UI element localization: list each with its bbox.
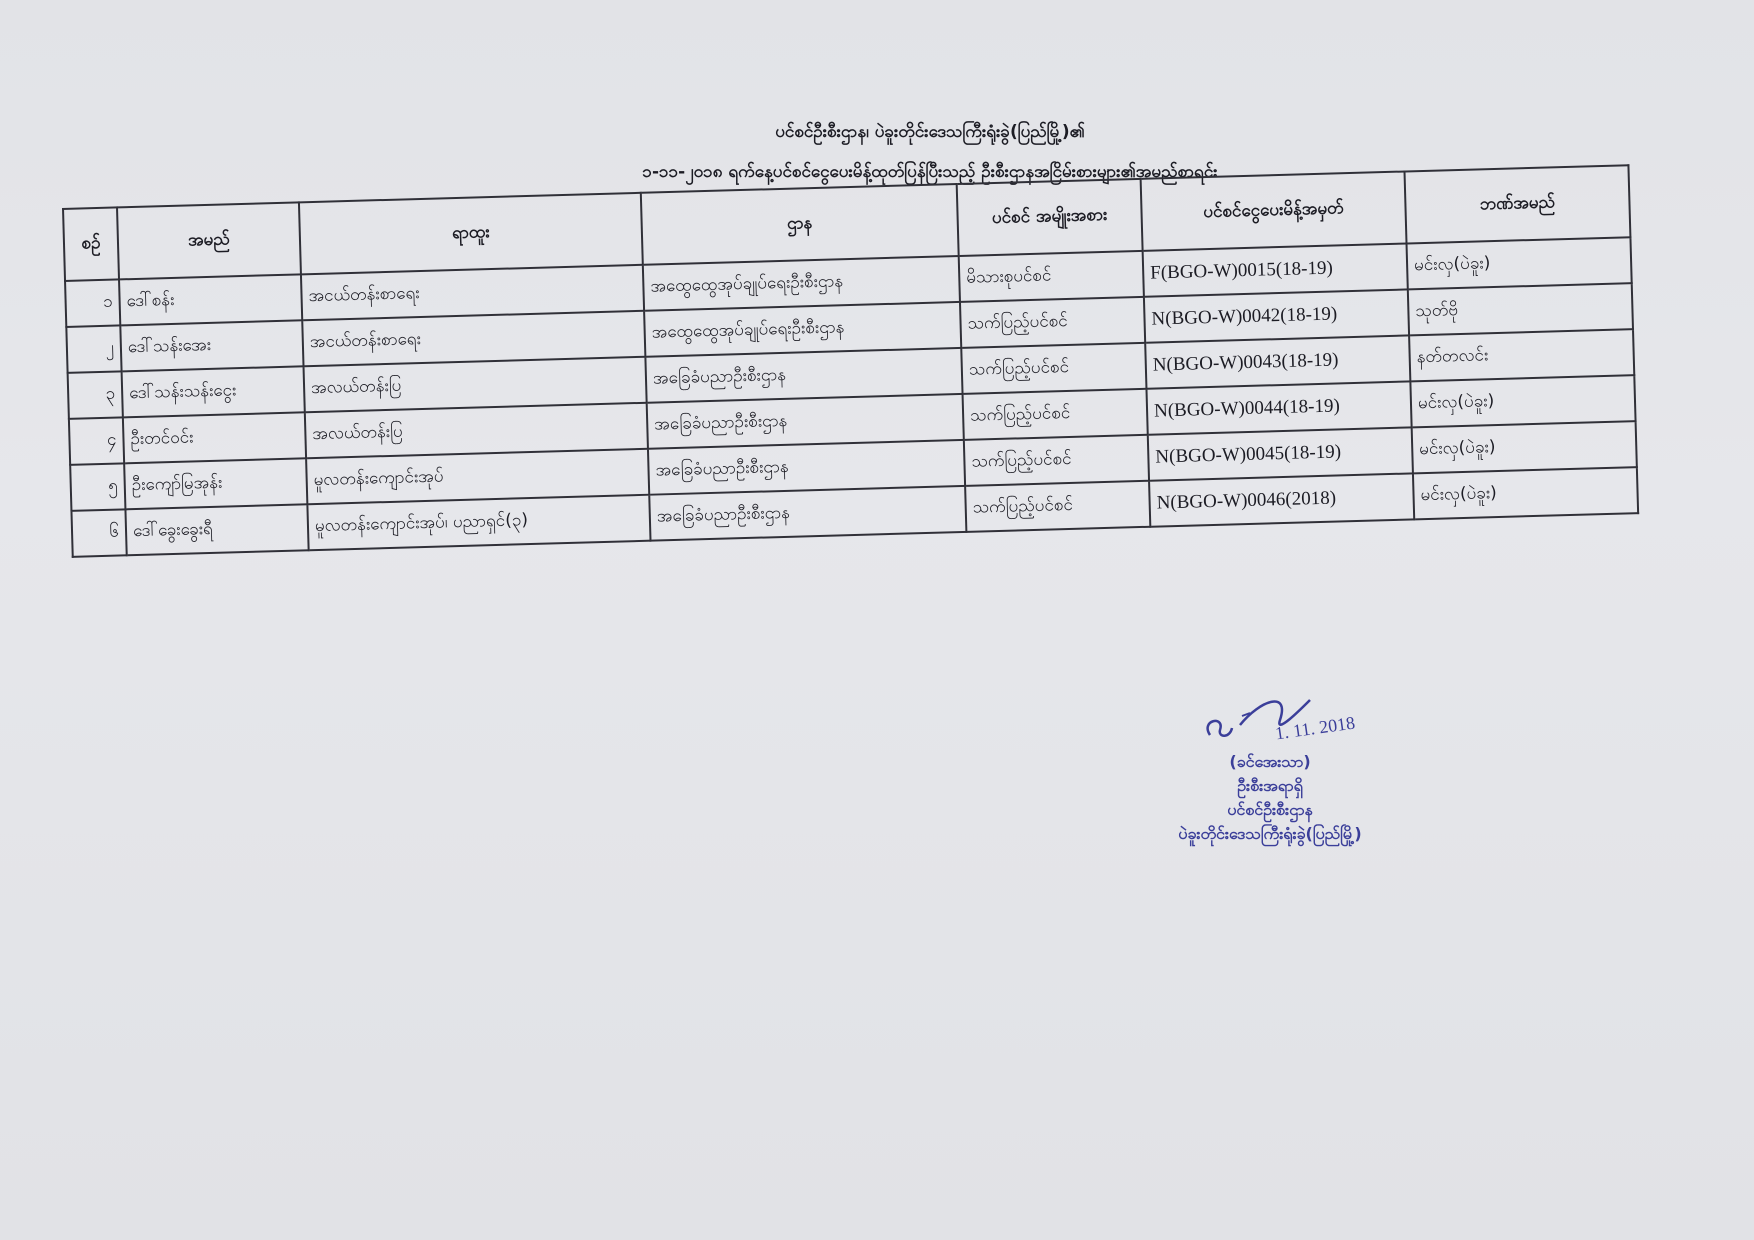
cell-code: N(BGO-W)0045(18-19) bbox=[1148, 427, 1413, 480]
signature-block bbox=[1080, 680, 1460, 846]
cell-rank: အငယ်တန်းစာရေး bbox=[302, 311, 645, 367]
cell-bank: မင်းလှ(ပဲခူး) bbox=[1410, 375, 1635, 427]
signer-dept: ပင်စင်ဦးစီးဌာန bbox=[1227, 800, 1313, 819]
heading-line-2: ၁-၁၁-၂၀၁၈ ရက်နေ့ပင်စင်ငွေပေးမိန့်ထုတ်ပြန်ပြီးသည့် ဦးစီးဌာနအငြိမ်းစားများ၏အမည်စာရင်း bbox=[642, 162, 1218, 182]
cell-no: ၂ bbox=[66, 325, 121, 372]
cell-dept: အထွေထွေအုပ်ချုပ်ရေးဦးစီးဌာန bbox=[644, 302, 961, 357]
cell-no: ၅ bbox=[70, 463, 125, 510]
cell-bank: သုတ်ဗို bbox=[1408, 283, 1633, 335]
cell-bank: မင်းလှ(ပဲခူး) bbox=[1413, 467, 1638, 519]
cell-no: ၄ bbox=[69, 417, 124, 464]
signature-date: 1. 11. 2018 bbox=[1273, 712, 1357, 744]
col-header-code: ပင်စင်ငွေပေးမိန့်အမှတ် bbox=[1141, 172, 1407, 251]
cell-no: ၁ bbox=[65, 279, 120, 326]
cell-dept: အခြေခံပညာဦးစီးဌာန bbox=[645, 348, 962, 403]
cell-name: ဒေါ်စန်း bbox=[119, 274, 302, 325]
cell-name: ဒေါ်ခွေးခွေးရီ bbox=[125, 504, 308, 555]
signature-scribble bbox=[1080, 680, 1460, 750]
cell-type: သက်ပြည့်ပင်စင် bbox=[964, 435, 1149, 486]
cell-code: N(BGO-W)0046(2018) bbox=[1149, 473, 1414, 526]
col-header-dept: ဌာန bbox=[641, 184, 959, 265]
cell-name: ဒေါ်သန်းအေး bbox=[120, 320, 303, 371]
cell-code: N(BGO-W)0044(18-19) bbox=[1146, 381, 1411, 434]
signer-name: (ခင်အေးသာ) bbox=[1229, 752, 1311, 771]
cell-type: သက်ပြည့်ပင်စင် bbox=[961, 343, 1146, 394]
col-header-type: ပင်စင် အမျိုးအစား bbox=[957, 179, 1143, 256]
cell-dept: အခြေခံပညာဦးစီးဌာန bbox=[649, 486, 966, 541]
cell-name: ဒေါ်သန်းသန်းငွေး bbox=[122, 366, 305, 417]
cell-rank: အလယ်တန်းပြ bbox=[304, 357, 647, 413]
cell-code: N(BGO-W)0043(18-19) bbox=[1145, 335, 1410, 388]
cell-no: ၃ bbox=[68, 371, 123, 418]
heading-line-1: ပင်စင်ဦးစီးဌာန၊ ပဲခူးတိုင်းဒေသကြီးရုံးခွဲ(ပြည်မြို့)၏ bbox=[775, 122, 1085, 142]
pension-table bbox=[62, 164, 1639, 558]
cell-rank: မူလတန်းကျောင်းအုပ် bbox=[306, 449, 649, 505]
cell-code: F(BGO-W)0015(18-19) bbox=[1143, 243, 1408, 296]
col-header-rank: ရာထူး bbox=[299, 193, 643, 275]
col-header-no: စဉ် bbox=[63, 207, 119, 280]
cell-code: N(BGO-W)0042(18-19) bbox=[1144, 289, 1409, 342]
cell-bank: မင်းလှ(ပဲခူး) bbox=[1412, 421, 1637, 473]
cell-rank: မူလတန်းကျောင်းအုပ်၊ ပညာရှင်(၃) bbox=[307, 495, 650, 551]
cell-name: ဦးတင်ဝင်း bbox=[123, 412, 306, 463]
cell-rank: အလယ်တန်းပြ bbox=[305, 403, 648, 459]
cell-dept: အထွေထွေအုပ်ချုပ်ရေးဦးစီးဌာန bbox=[643, 256, 960, 311]
cell-dept: အခြေခံပညာဦးစီးဌာန bbox=[647, 394, 964, 449]
cell-bank: နတ်တလင်း bbox=[1409, 329, 1634, 381]
col-header-name: အမည် bbox=[117, 202, 301, 279]
cell-rank: အငယ်တန်းစာရေး bbox=[301, 265, 644, 321]
pension-table-wrap bbox=[62, 164, 1639, 558]
cell-bank: မင်းလှ(ပဲခူး) bbox=[1407, 237, 1632, 289]
cell-type: သက်ပြည့်ပင်စင် bbox=[963, 389, 1148, 440]
cell-name: ဦးကျော်မြအုန်း bbox=[124, 458, 307, 509]
signer-office: ပဲခူးတိုင်းဒေသကြီးရုံးခွဲ(ပြည်မြို့) bbox=[1178, 824, 1362, 843]
cell-no: ၆ bbox=[71, 509, 126, 556]
col-header-bank: ဘဏ်အမည် bbox=[1405, 165, 1631, 243]
cell-type: သက်ပြည့်ပင်စင် bbox=[960, 297, 1145, 348]
cell-dept: အခြေခံပညာဦးစီးဌာန bbox=[648, 440, 965, 495]
cell-type: မိသားစုပင်စင် bbox=[959, 251, 1144, 302]
signer-title: ဦးစီးအရာရှိ bbox=[1237, 776, 1303, 795]
cell-type: သက်ပြည့်ပင်စင် bbox=[965, 481, 1150, 532]
